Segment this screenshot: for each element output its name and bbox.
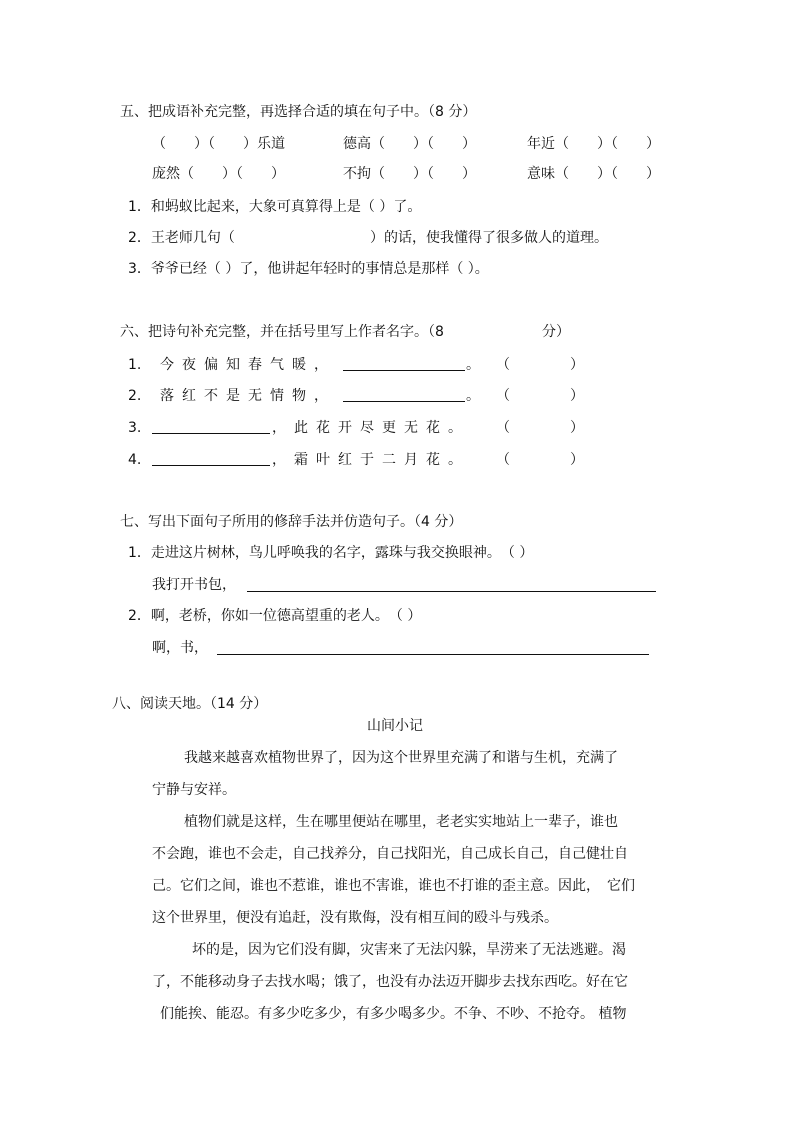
passage-line-9: 们能挨、能忍。有多少吃多少，有多少喝多少。不争、不吵、不抢夺。 植物 <box>160 1006 627 1022</box>
s5-question-2-start: 2．王老师几句（ <box>128 230 235 246</box>
poem-row-1-text: 今夜偏知春气暖， <box>160 357 336 373</box>
passage-line-8: 了，不能移动身子去找水喝；饿了，也没有办法迈开脚步去找东西吃。好在它 <box>152 974 628 990</box>
passage-line-6: 这个世界里，便没有追赶，没有欺侮，没有相互间的殴斗与残杀。 <box>152 910 558 926</box>
idiom-blank-6: 意味（ ）（ ） <box>527 166 660 182</box>
poem-row-1-paren-open: （ <box>496 357 510 373</box>
poem-row-2-end: 。 <box>466 388 480 404</box>
s7-question-1: 1．走进这片树林，鸟儿呼唤我的名字，露珠与我交换眼神。 （ ） <box>128 545 534 561</box>
poem-row-2-paren-open: （ <box>496 388 510 404</box>
poem-row-4-paren-open: （ <box>496 452 510 468</box>
section-6-heading-score: 分） <box>542 324 570 340</box>
poem-row-4-text: ，霜叶红于二月花。 <box>272 452 470 468</box>
s7-question-1-answer-line <box>247 591 656 592</box>
s5-question-1: 1．和蚂蚁比起来，大象可真算得上是（ ）了。 <box>128 199 422 215</box>
idiom-blank-1: （ ）（ ）乐道 <box>152 136 285 152</box>
passage-line-7: 坏的是，因为它们没有脚，灾害来了无法闪躲，旱涝来了无法逃避。渴 <box>192 942 626 958</box>
section-6-heading: 六、把诗句补充完整，并在括号里写上作者名字。（8 <box>120 324 444 340</box>
s7-question-2-prompt: 啊，书， <box>152 640 208 656</box>
idiom-blank-4: 庞然（ ）（ ） <box>152 166 285 182</box>
poem-row-3-paren-open: （ <box>496 420 510 436</box>
section-8-heading: 八、阅读天地。（14 分） <box>112 696 268 712</box>
poem-row-3-text: ，此花开尽更无花。 <box>272 420 470 436</box>
s7-question-2-answer-line <box>217 654 649 655</box>
poem-row-1-blank <box>343 370 465 371</box>
poem-row-3-paren-close: ） <box>570 420 584 436</box>
poem-row-4-paren-close: ） <box>570 452 584 468</box>
poem-row-1-end: 。 <box>466 357 480 373</box>
poem-row-3-num: 3. <box>128 420 142 436</box>
poem-row-4-num: 4. <box>128 452 142 468</box>
s7-question-1-prompt: 我打开书包， <box>152 577 236 593</box>
s5-question-2-end: ）的话，使我懂得了很多做人的道理。 <box>370 230 608 246</box>
idiom-blank-2: 德高（ ）（ ） <box>343 136 476 152</box>
passage-line-4: 不会跑，谁也不会走，自己找养分，自己找阳光，自己成长自己，自己健壮自 <box>152 846 628 862</box>
s5-question-3: 3．爷爷已经（ ）了，他讲起年轻时的事情总是那样（ ）。 <box>128 261 489 277</box>
passage-line-5: 己。它们之间，谁也不惹谁，谁也不害谁，谁也不打谁的歪主意。因此， 它们 <box>152 878 635 894</box>
poem-row-1-paren-close: ） <box>570 357 584 373</box>
poem-row-4-blank <box>152 465 270 466</box>
passage-title: 山间小记 <box>367 718 423 734</box>
poem-row-2-paren-close: ） <box>570 388 584 404</box>
idiom-blank-5: 不拘（ ）（ ） <box>343 166 476 182</box>
poem-row-2-text: 落红不是无情物， <box>160 388 336 404</box>
s7-question-2: 2．啊，老桥，你如一位德高望重的老人。 （ ） <box>128 608 422 624</box>
poem-row-2-blank <box>343 401 465 402</box>
passage-line-3: 植物们就是这样，生在哪里便站在哪里，老老实实地站上一辈子，谁也 <box>184 814 618 830</box>
poem-row-1-num: 1. <box>128 357 142 373</box>
passage-line-2: 宁静与安祥。 <box>152 782 236 798</box>
idiom-blank-3: 年近（ ）（ ） <box>527 136 660 152</box>
section-7-heading: 七、写出下面句子所用的修辞手法并仿造句子。（4 分） <box>120 514 463 530</box>
passage-line-1: 我越来越喜欢植物世界了，因为这个世界里充满了和谐与生机，充满了 <box>184 750 618 766</box>
section-5-heading: 五、把成语补充完整，再选择合适的填在句子中。（8 分） <box>120 104 477 120</box>
poem-row-3-blank <box>152 433 270 434</box>
poem-row-2-num: 2. <box>128 388 142 404</box>
